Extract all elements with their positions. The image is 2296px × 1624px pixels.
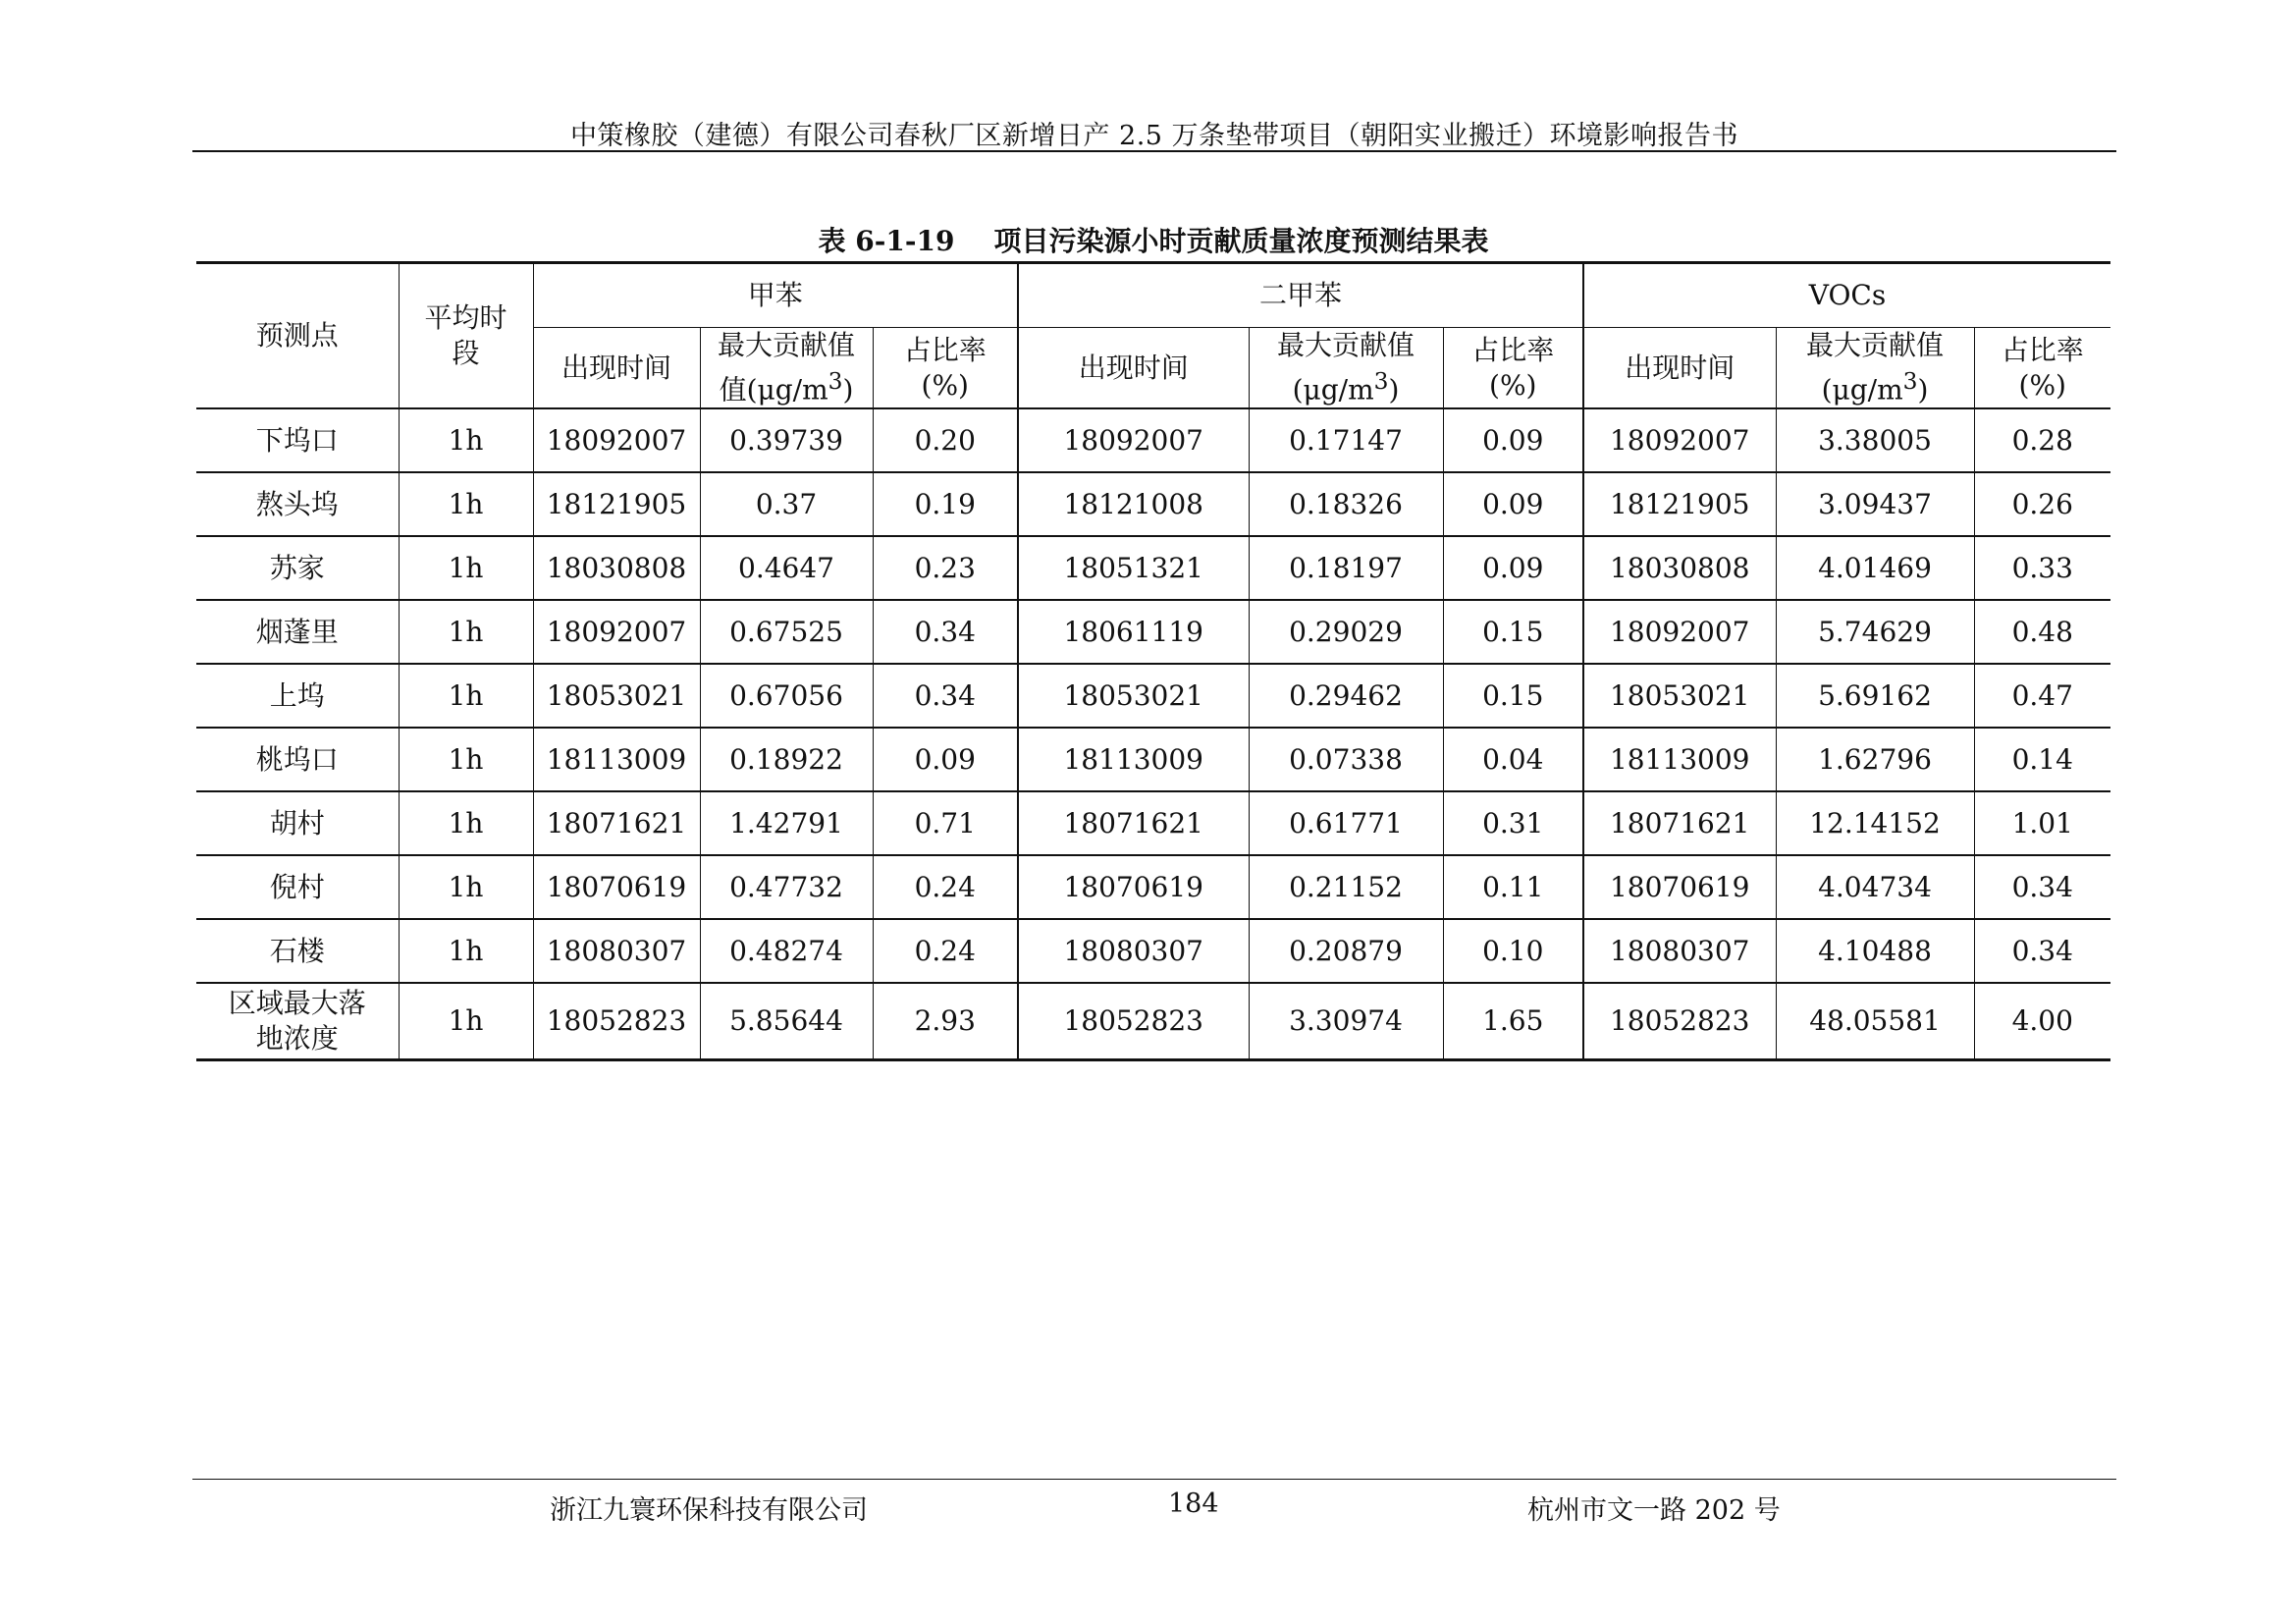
- cell-point: 石楼: [196, 919, 399, 983]
- cell-time: 18113009: [1018, 728, 1249, 791]
- cell-point: 区域最大落 地浓度: [196, 983, 399, 1060]
- cell-point: 桃坞口: [196, 728, 399, 791]
- cell-time: 18071621: [1583, 791, 1776, 855]
- cell-period: 1h: [399, 855, 533, 919]
- cell-time: 18080307: [1018, 919, 1249, 983]
- cell-time: 18070619: [1018, 855, 1249, 919]
- cell-time: 18030808: [1583, 536, 1776, 600]
- subheader-max: 最大贡献值 $(\mu g/m^3)$: [1776, 328, 1974, 409]
- cell-value: 0.20879: [1249, 919, 1443, 983]
- cell-time: 18053021: [1018, 664, 1249, 728]
- page-number: 184: [1168, 1489, 1219, 1519]
- cell-value: 5.85644: [700, 983, 873, 1060]
- cell-time: 18092007: [533, 408, 700, 472]
- cell-value: 0.67525: [700, 600, 873, 664]
- subheader-time: 出现时间: [1018, 328, 1249, 409]
- cell-period: 1h: [399, 600, 533, 664]
- cell-time: 18052823: [1583, 983, 1776, 1060]
- cell-pct: 0.11: [1443, 855, 1583, 919]
- table-row: [196, 791, 2110, 855]
- header-period: 平均时 段: [399, 263, 533, 409]
- cell-time: 18052823: [533, 983, 700, 1060]
- table-row: [196, 536, 2110, 600]
- cell-pct: 0.47: [1974, 664, 2110, 728]
- subheader-time: 出现时间: [533, 328, 700, 409]
- cell-point: 胡村: [196, 791, 399, 855]
- cell-pct: 0.09: [873, 728, 1018, 791]
- header-group-toluene: 甲苯: [533, 263, 1018, 328]
- cell-value: 0.17147: [1249, 408, 1443, 472]
- cell-pct: 0.34: [1974, 919, 2110, 983]
- table-row: [196, 664, 2110, 728]
- cell-pct: 0.09: [1443, 536, 1583, 600]
- cell-pct: 0.34: [873, 600, 1018, 664]
- cell-pct: 0.15: [1443, 664, 1583, 728]
- cell-value: 3.38005: [1776, 408, 1974, 472]
- cell-time: 18071621: [533, 791, 700, 855]
- table-row: [196, 855, 2110, 919]
- cell-value: 0.48274: [700, 919, 873, 983]
- cell-value: 0.18197: [1249, 536, 1443, 600]
- table-caption: [196, 220, 2110, 259]
- cell-value: 0.07338: [1249, 728, 1443, 791]
- footer-address: 杭州市文一路 202 号: [1527, 1495, 1781, 1526]
- cell-point: 下坞口: [196, 408, 399, 472]
- cell-value: 0.21152: [1249, 855, 1443, 919]
- cell-pct: 0.48: [1974, 600, 2110, 664]
- cell-pct: 0.24: [873, 919, 1018, 983]
- table-row: [196, 728, 2110, 791]
- cell-time: 18113009: [533, 728, 700, 791]
- cell-value: 0.4647: [700, 536, 873, 600]
- subheader-pct: 占比率 (%): [1974, 328, 2110, 409]
- cell-time: 18092007: [533, 600, 700, 664]
- cell-pct: 0.34: [873, 664, 1018, 728]
- table-row: [196, 472, 2110, 536]
- table-header-row: [196, 263, 2110, 328]
- subheader-max: 最大贡献值 值$(\mu g/m^3)$: [700, 328, 873, 409]
- cell-pct: 2.93: [873, 983, 1018, 1060]
- subheader-max: 最大贡献值 $(\mu g/m^3)$: [1249, 328, 1443, 409]
- table-row: [196, 408, 2110, 472]
- footer-company: 浙江九寰环保科技有限公司: [550, 1495, 868, 1526]
- cell-time: 18053021: [1583, 664, 1776, 728]
- cell-period: 1h: [399, 983, 533, 1060]
- cell-time: 18051321: [1018, 536, 1249, 600]
- cell-value: 4.10488: [1776, 919, 1974, 983]
- cell-time: 18071621: [1018, 791, 1249, 855]
- prediction-results-table: [196, 261, 2110, 1061]
- cell-pct: 0.26: [1974, 472, 2110, 536]
- cell-point: 烟蓬里: [196, 600, 399, 664]
- cell-time: 18061119: [1018, 600, 1249, 664]
- cell-pct: 0.34: [1974, 855, 2110, 919]
- page-header-title: 中策橡胶（建德）有限公司春秋厂区新增日产 2.5 万条垫带项目（朝阳实业搬迁）环境影响报告书: [569, 121, 1739, 151]
- footer-divider: [192, 1479, 2116, 1480]
- cell-time: 18080307: [1583, 919, 1776, 983]
- cell-time: 18092007: [1583, 408, 1776, 472]
- cell-time: 18030808: [533, 536, 700, 600]
- cell-period: 1h: [399, 472, 533, 536]
- cell-period: 1h: [399, 791, 533, 855]
- cell-value: 1.42791: [700, 791, 873, 855]
- cell-pct: 0.23: [873, 536, 1018, 600]
- cell-time: 18121905: [533, 472, 700, 536]
- cell-time: 18053021: [533, 664, 700, 728]
- cell-value: 0.29029: [1249, 600, 1443, 664]
- cell-value: 5.69162: [1776, 664, 1974, 728]
- subheader-pct: 占比率 (%): [1443, 328, 1583, 409]
- cell-point: 苏家: [196, 536, 399, 600]
- cell-time: 18080307: [533, 919, 700, 983]
- cell-time: 18113009: [1583, 728, 1776, 791]
- cell-value: 0.37: [700, 472, 873, 536]
- cell-pct: 0.09: [1443, 472, 1583, 536]
- cell-time: 18092007: [1018, 408, 1249, 472]
- cell-value: 3.30974: [1249, 983, 1443, 1060]
- cell-value: 0.18922: [700, 728, 873, 791]
- cell-pct: 0.19: [873, 472, 1018, 536]
- cell-point: 熬头坞: [196, 472, 399, 536]
- table-title: 项目污染源小时贡献质量浓度预测结果表: [993, 225, 1489, 257]
- cell-pct: 0.09: [1443, 408, 1583, 472]
- cell-period: 1h: [399, 919, 533, 983]
- cell-pct: 0.33: [1974, 536, 2110, 600]
- cell-pct: 1.65: [1443, 983, 1583, 1060]
- cell-time: 18121008: [1018, 472, 1249, 536]
- cell-value: 3.09437: [1776, 472, 1974, 536]
- cell-pct: 1.01: [1974, 791, 2110, 855]
- cell-period: 1h: [399, 664, 533, 728]
- cell-period: 1h: [399, 536, 533, 600]
- cell-pct: 0.10: [1443, 919, 1583, 983]
- table-number: 表 6-1-19: [818, 225, 955, 257]
- cell-value: 0.61771: [1249, 791, 1443, 855]
- cell-point: 倪村: [196, 855, 399, 919]
- cell-time: 18052823: [1018, 983, 1249, 1060]
- cell-time: 18070619: [533, 855, 700, 919]
- cell-pct: 0.15: [1443, 600, 1583, 664]
- cell-pct: 0.14: [1974, 728, 2110, 791]
- cell-time: 18121905: [1583, 472, 1776, 536]
- cell-pct: 0.24: [873, 855, 1018, 919]
- cell-value: 0.67056: [700, 664, 873, 728]
- header-point: 预测点: [196, 263, 399, 409]
- cell-point: 上坞: [196, 664, 399, 728]
- cell-value: 0.39739: [700, 408, 873, 472]
- cell-value: 1.62796: [1776, 728, 1974, 791]
- cell-pct: 0.71: [873, 791, 1018, 855]
- cell-period: 1h: [399, 408, 533, 472]
- cell-value: 12.14152: [1776, 791, 1974, 855]
- cell-value: 0.29462: [1249, 664, 1443, 728]
- cell-time: 18092007: [1583, 600, 1776, 664]
- cell-pct: 0.28: [1974, 408, 2110, 472]
- table-row: [196, 600, 2110, 664]
- cell-value: 5.74629: [1776, 600, 1974, 664]
- cell-pct: 0.20: [873, 408, 1018, 472]
- cell-pct: 0.31: [1443, 791, 1583, 855]
- cell-value: 4.01469: [1776, 536, 1974, 600]
- cell-pct: 0.04: [1443, 728, 1583, 791]
- table-row-max: [196, 983, 2110, 1060]
- cell-time: 18070619: [1583, 855, 1776, 919]
- cell-period: 1h: [399, 728, 533, 791]
- header-divider: [192, 150, 2116, 152]
- subheader-pct: 占比率 (%): [873, 328, 1018, 409]
- table-row: [196, 919, 2110, 983]
- cell-value: 0.47732: [700, 855, 873, 919]
- cell-value: 48.05581: [1776, 983, 1974, 1060]
- subheader-time: 出现时间: [1583, 328, 1776, 409]
- cell-value: 4.04734: [1776, 855, 1974, 919]
- header-group-xylene: 二甲苯: [1018, 263, 1583, 328]
- cell-value: 0.18326: [1249, 472, 1443, 536]
- cell-pct: 4.00: [1974, 983, 2110, 1060]
- header-group-vocs: VOCs: [1583, 263, 2110, 328]
